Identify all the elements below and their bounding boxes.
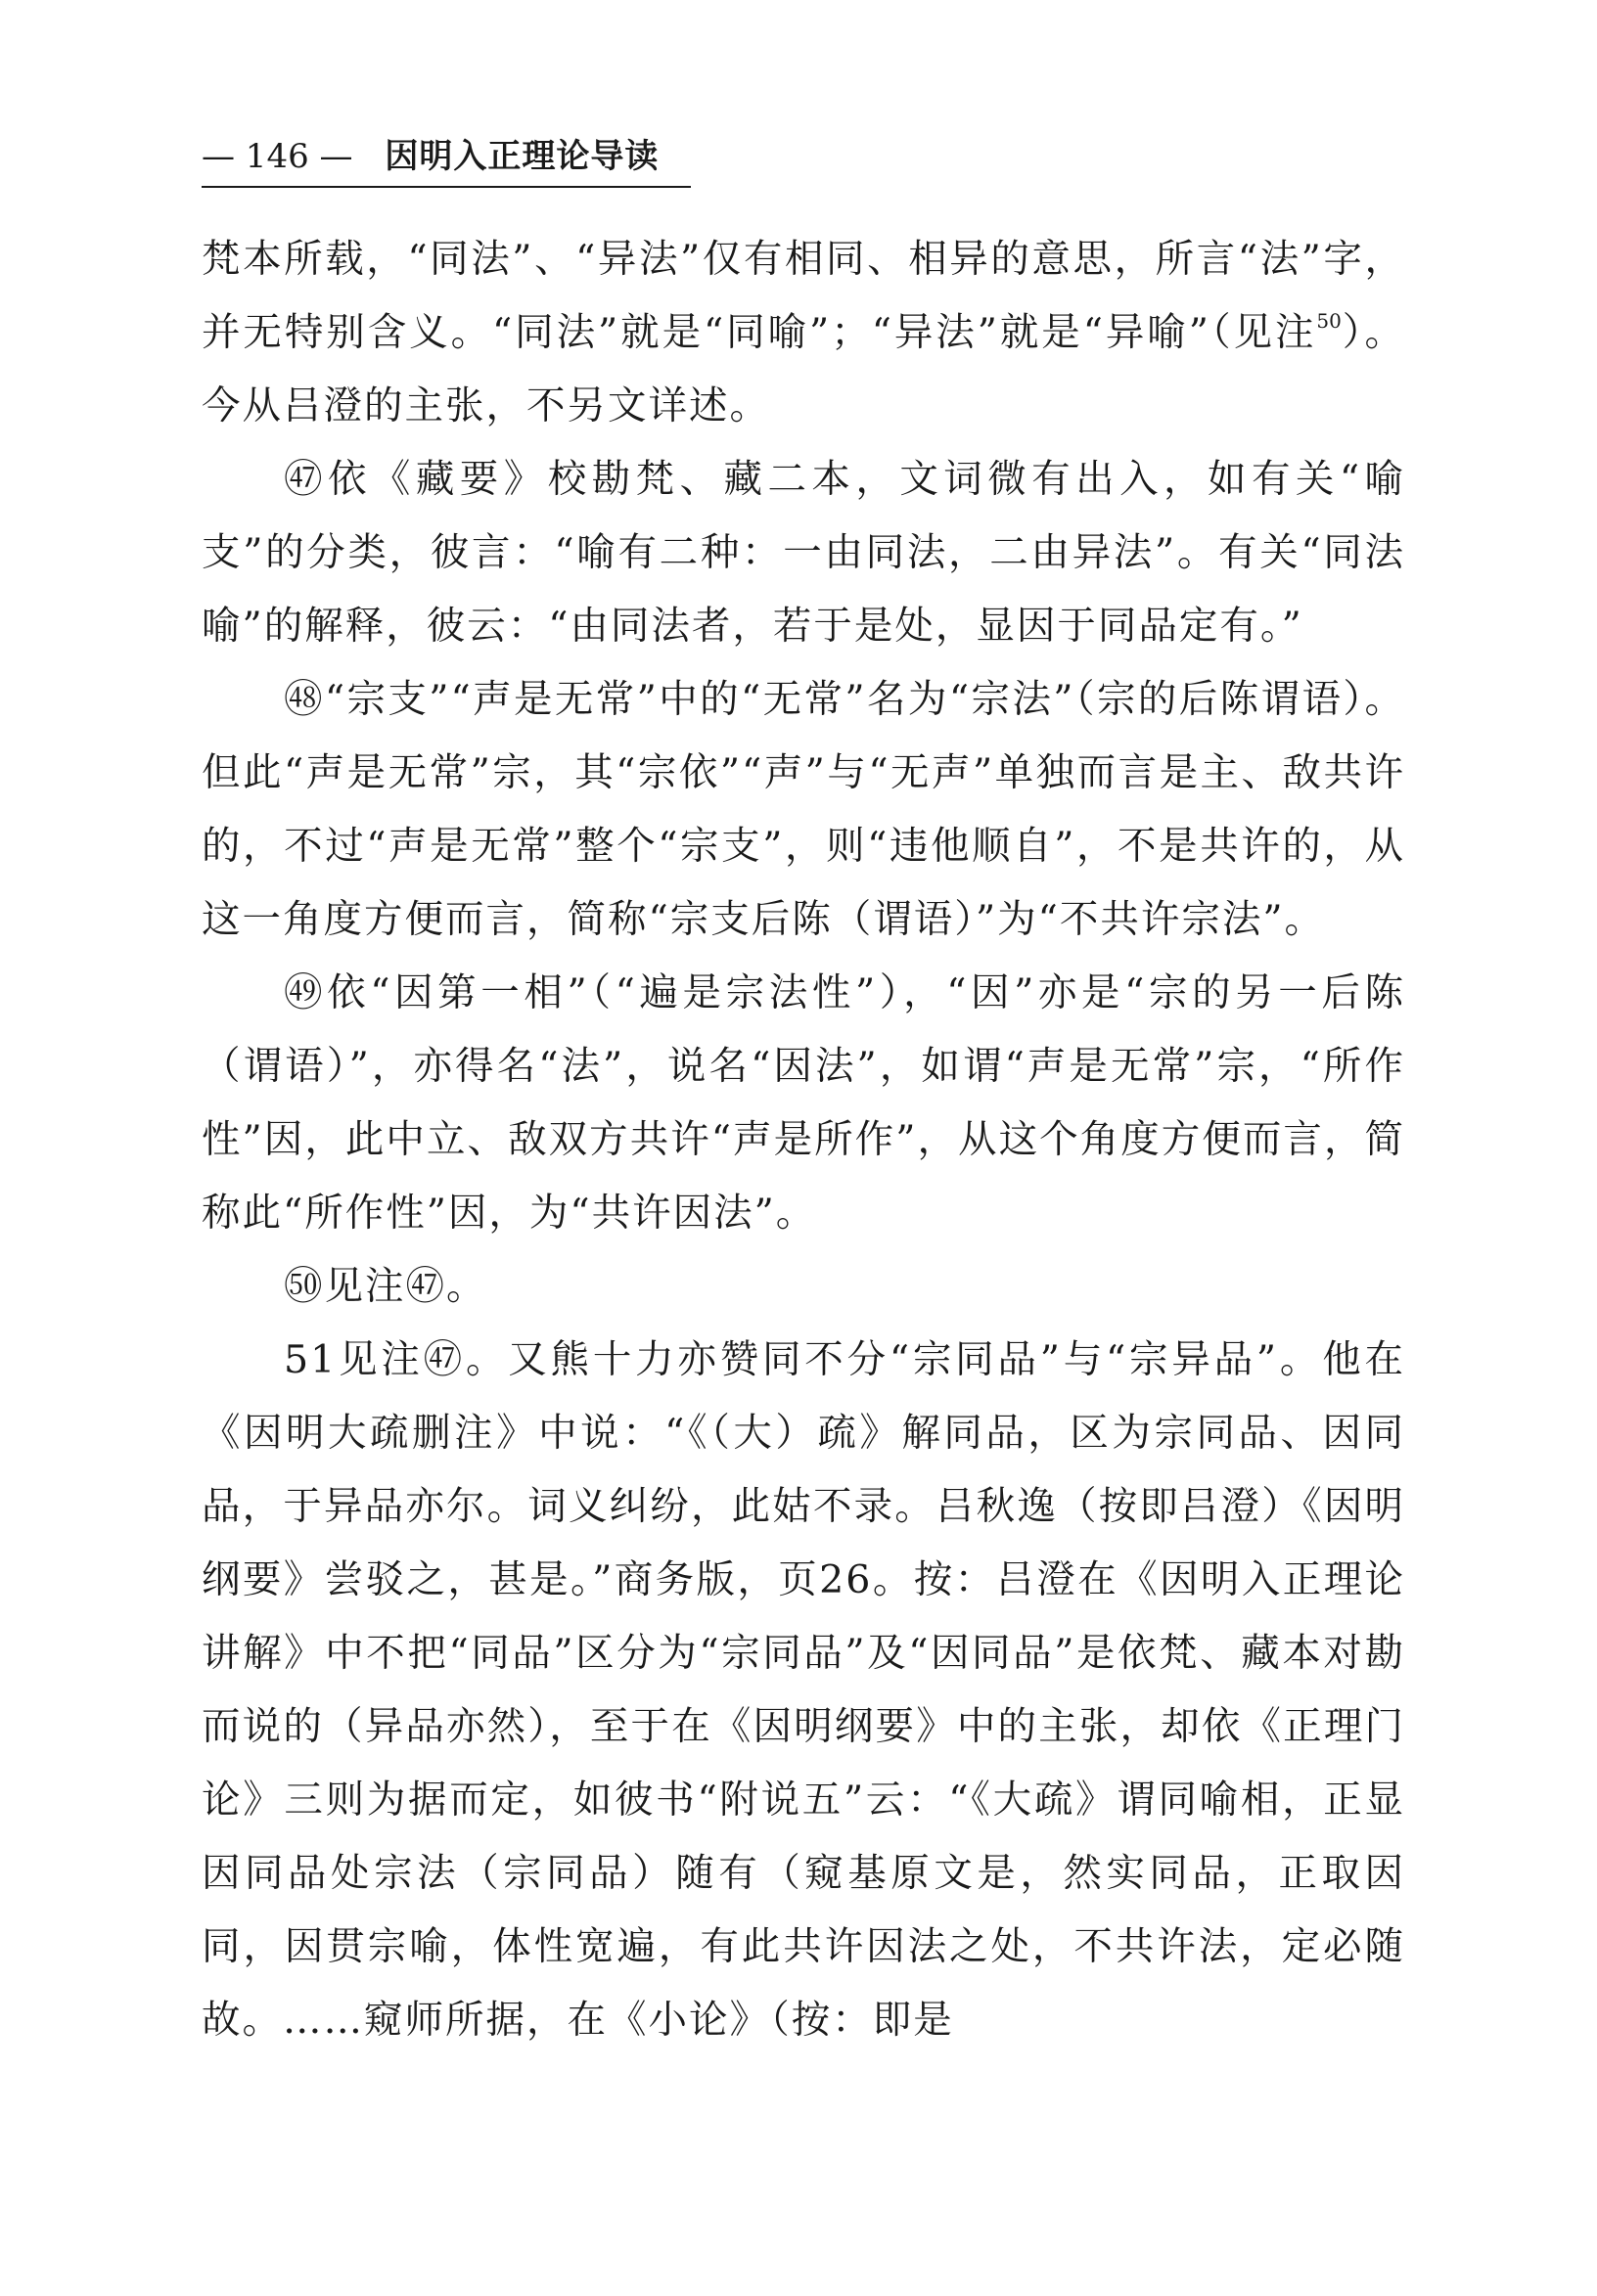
page-number: — 146 — [202,137,353,176]
note-49: ㊾依“因第一相”（“遍是宗法性”），“因”亦是“宗的另一后陈（谓语）”，亦得名“法”，说名“因法”，如谓“声是无常”宗，“所作性”因，此中立、敌双方共许“声是所作”，从这个角度方便而言，简称此“所作性”因，为“共许因法”。 [202,970,1405,1236]
note-48: ㊽“宗支”“声是无常”中的“无常”名为“宗法”（宗的后陈谓语）。但此“声是无常”宗，其“宗依”“声”与“无声”单独而言是主、敌共许的，不过“声是无常”整个“宗支”，则“违他顺自”，不是共许的，从这一角度方便而言，简称“宗支后陈（谓语）”为“不共许宗法”。 [202,677,1405,942]
note-51: 51见注㊼。又熊十力亦赞同不分“宗同品”与“宗异品”。他在《因明大疏删注》中说：“《（大）疏》解同品，区为宗同品、因同品，于异品亦尔。词义纠纷，此姑不录。吕秋逸（按即吕澄）《因明纲要》尝驳之，甚是。”商务版，页26。按：吕澄在《因明入正理论讲解》中不把“同品”区分为“宗同品”及“因同品”是依梵、藏本对勘而说的（异品亦然），至于在《因明纲要》中的主张，却依《正理门论》三则为据而定，如彼书“附说五”云：“《大疏》谓同喻相，正显因同品处宗法（宗同品）随有（窥基原文是，然实同品，正取因同，因贯宗喻，体性宽遍，有此共许因法之处，不共许法，定必随故。……窥师所据，在《小论》（按：即是 [202,1337,1405,2043]
note-50: ㊿见注㊼。 [284,1264,487,1309]
paragraph-text-after: ）。今从吕澄的主张，不另文详述。 [202,310,1405,428]
paragraph-text: 梵本所载，“同法”、“异法”仅有相同、相异的意思，所言“法”字，并无特别含义。“同法”就是“同喻”；“异法”就是“异喻”（见注 [202,237,1405,355]
body-text [202,223,1405,2057]
footnote-ref: 50 [1316,309,1342,333]
book-title: 因明入正理论导读 [385,137,660,176]
header-rule [202,186,691,188]
paragraph-continued [202,223,1405,443]
running-header [202,127,710,186]
note-47: ㊼依《藏要》校勘梵、藏二本，文词微有出入，如有关“喻支”的分类，彼言：“喻有二种：一由同法，二由异法”。有关“同法喻”的解释，彼云：“由同法者，若于是处，显因于同品定有。” [202,457,1405,649]
